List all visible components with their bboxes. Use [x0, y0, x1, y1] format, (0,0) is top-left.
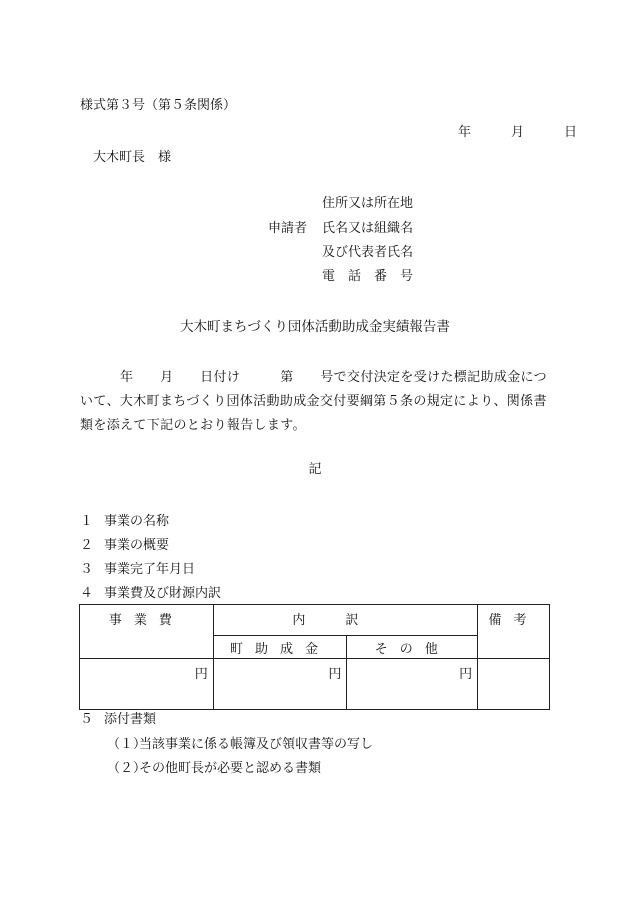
document-title: 大木町まちづくり団体活動助成金実績報告書 [180, 319, 450, 335]
yen-unit: 円 [194, 667, 208, 682]
applicant-representative-label: 及び代表者氏名 [322, 245, 414, 260]
item-label: 添付書類 [104, 712, 157, 727]
attachment-number: （１） [107, 737, 147, 752]
header-remarks: 備考 [478, 605, 550, 659]
item-5 [80, 711, 156, 729]
cell-town-grant[interactable] [213, 659, 347, 710]
item-number: ４ [80, 586, 94, 601]
item-label: 事業の概要 [104, 538, 170, 553]
applicant-label: 申請者 [268, 221, 308, 236]
attachment-number: （２） [107, 761, 147, 776]
applicant-name-label: 氏名又は組織名 [322, 221, 414, 236]
header-project-cost: 事業費 [80, 605, 214, 659]
attachment-label: 当該事業に係る帳簿及び領収書等の写し [139, 737, 374, 752]
item-4 [80, 585, 221, 603]
finance-table [79, 604, 550, 710]
item-number: ３ [80, 562, 94, 577]
subheader-other: その他 [347, 636, 478, 659]
ki-heading: 記 [308, 462, 322, 477]
cell-project-cost[interactable] [80, 659, 214, 710]
body-paragraph: 年 月 日付け 第 号で交付決定を受けた標記助成金について、大木町まちづくり団体活動助成金交付要綱第５条の規定により、関係書類を添えて下記のとおり報告します。 [80, 370, 547, 433]
attachment-label: その他町長が必要と認める書類 [139, 761, 322, 776]
item-3 [80, 561, 195, 579]
item-label: 事業の名称 [104, 514, 170, 529]
date-year: 年 [458, 125, 472, 140]
item-2 [80, 537, 169, 555]
subheader-town-grant: 町助成金 [213, 636, 347, 659]
yen-unit: 円 [459, 667, 473, 682]
date-line [458, 124, 577, 142]
item-number: ５ [80, 712, 94, 727]
header-breakdown: 内訳 [213, 605, 477, 636]
attachment-2 [107, 760, 321, 778]
item-label: 事業完了年月日 [104, 562, 196, 577]
applicant-address-label: 住所又は所在地 [322, 196, 414, 211]
cell-other[interactable] [347, 659, 478, 710]
item-number: ２ [80, 538, 94, 553]
applicant-phone-label: 電 話 番 号 [322, 269, 414, 284]
item-number: １ [80, 514, 94, 529]
date-day: 日 [564, 125, 578, 140]
cell-remarks[interactable] [478, 659, 550, 710]
attachment-1 [107, 736, 373, 754]
form-number: 様式第３号（第５条関係） [80, 98, 237, 113]
date-month: 月 [511, 125, 525, 140]
item-label: 事業費及び財源内訳 [104, 586, 222, 601]
item-1 [80, 513, 169, 531]
yen-unit: 円 [328, 667, 342, 682]
recipient: 大木町長 様 [93, 150, 172, 165]
